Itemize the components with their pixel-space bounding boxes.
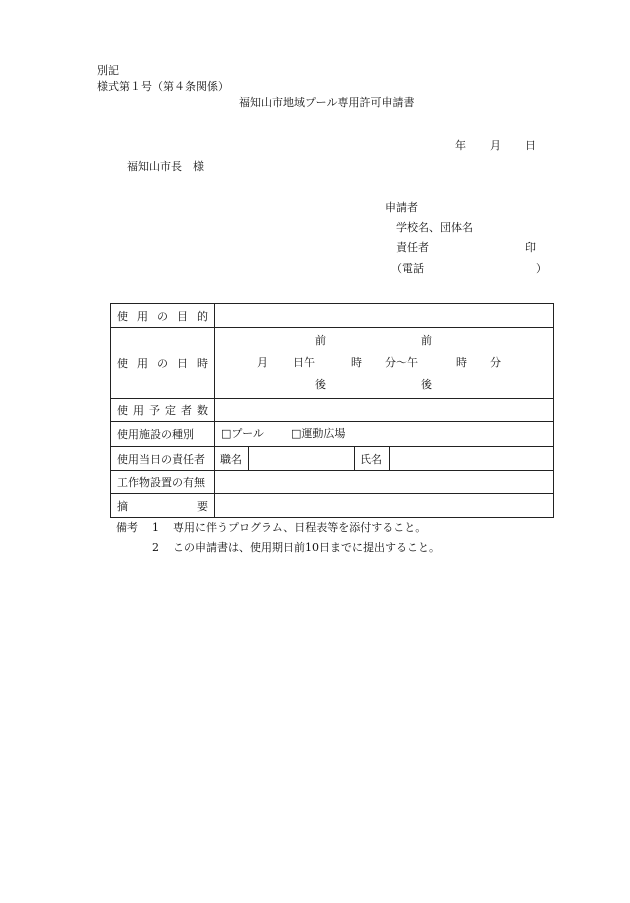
applicant-heading: 申請者 — [385, 201, 418, 214]
structure-field[interactable] — [215, 471, 554, 494]
notes-heading: 備考 — [116, 521, 138, 534]
date-day-label: 日 — [525, 139, 536, 152]
date-month-label: 月 — [490, 139, 501, 152]
datetime-hour-start: 時 — [351, 356, 362, 369]
purpose-row — [111, 304, 554, 328]
note-1-number: 1 — [152, 521, 159, 534]
day-manager-label: 使用当日の責任者 — [117, 452, 205, 466]
facility-row — [111, 422, 554, 447]
name-label: 氏名 — [355, 447, 390, 470]
datetime-field[interactable] — [215, 328, 554, 399]
planned-users-field[interactable] — [215, 399, 554, 422]
note-1-text: 専用に伴うプログラム、日程表等を添付すること。 — [173, 521, 427, 534]
addressee: 福知山市長 様 — [127, 160, 204, 173]
datetime-minute-end: 分 — [490, 356, 501, 369]
datetime-pm-end: 後 — [421, 378, 432, 391]
datetime-month: 月 — [257, 356, 268, 369]
datetime-am-start: 前 — [315, 334, 326, 347]
structure-row — [111, 471, 554, 494]
form-number: 様式第１号（第４条関係） — [97, 80, 229, 93]
appendix-label: 別記 — [97, 64, 119, 77]
remarks-field[interactable] — [215, 494, 554, 518]
application-table — [110, 303, 554, 518]
applicant-school-group: 学校名、団体名 — [396, 221, 473, 234]
day-manager-row — [111, 447, 554, 471]
datetime-label: 使 用 の 日 時 — [117, 357, 208, 370]
phone-open: （電話 — [391, 262, 424, 275]
form-title: 福知山市地域プール専用許可申請書 — [239, 96, 415, 109]
position-label: 職名 — [215, 447, 249, 470]
day-manager-fields — [215, 447, 553, 470]
facility-field — [215, 422, 554, 447]
date-year-label: 年 — [455, 139, 466, 152]
datetime-am-end: 前 — [421, 334, 432, 347]
note-2-text: この申請書は、使用期日前10日までに提出すること。 — [173, 541, 440, 554]
facility-option-sports-field[interactable]: □運動広場 — [291, 427, 346, 440]
applicant-representative: 責任者 — [396, 241, 429, 254]
phone-close: ） — [536, 262, 547, 275]
structure-label: 工作物設置の有無 — [117, 476, 205, 489]
datetime-hour-end: 時 — [456, 356, 467, 369]
position-field[interactable] — [249, 447, 355, 470]
seal-label: 印 — [525, 241, 536, 254]
datetime-day-noon-start: 日午 — [293, 356, 315, 369]
facility-option-pool[interactable]: □プール — [221, 427, 264, 440]
name-field[interactable] — [390, 447, 553, 470]
datetime-row — [111, 328, 554, 399]
facility-label: 使用施設の種別 — [117, 428, 194, 441]
note-2-number: 2 — [152, 541, 159, 554]
planned-users-row — [111, 399, 554, 422]
datetime-minute-tilde-noon: 分～午 — [385, 356, 418, 369]
remarks-label: 摘 要 — [117, 499, 208, 513]
remarks-row — [111, 494, 554, 518]
purpose-label: 使 用 の 目 的 — [117, 309, 208, 323]
purpose-field[interactable] — [215, 304, 554, 328]
datetime-pm-start: 後 — [315, 378, 326, 391]
planned-users-label: 使 用 予 定 者 数 — [117, 404, 208, 417]
